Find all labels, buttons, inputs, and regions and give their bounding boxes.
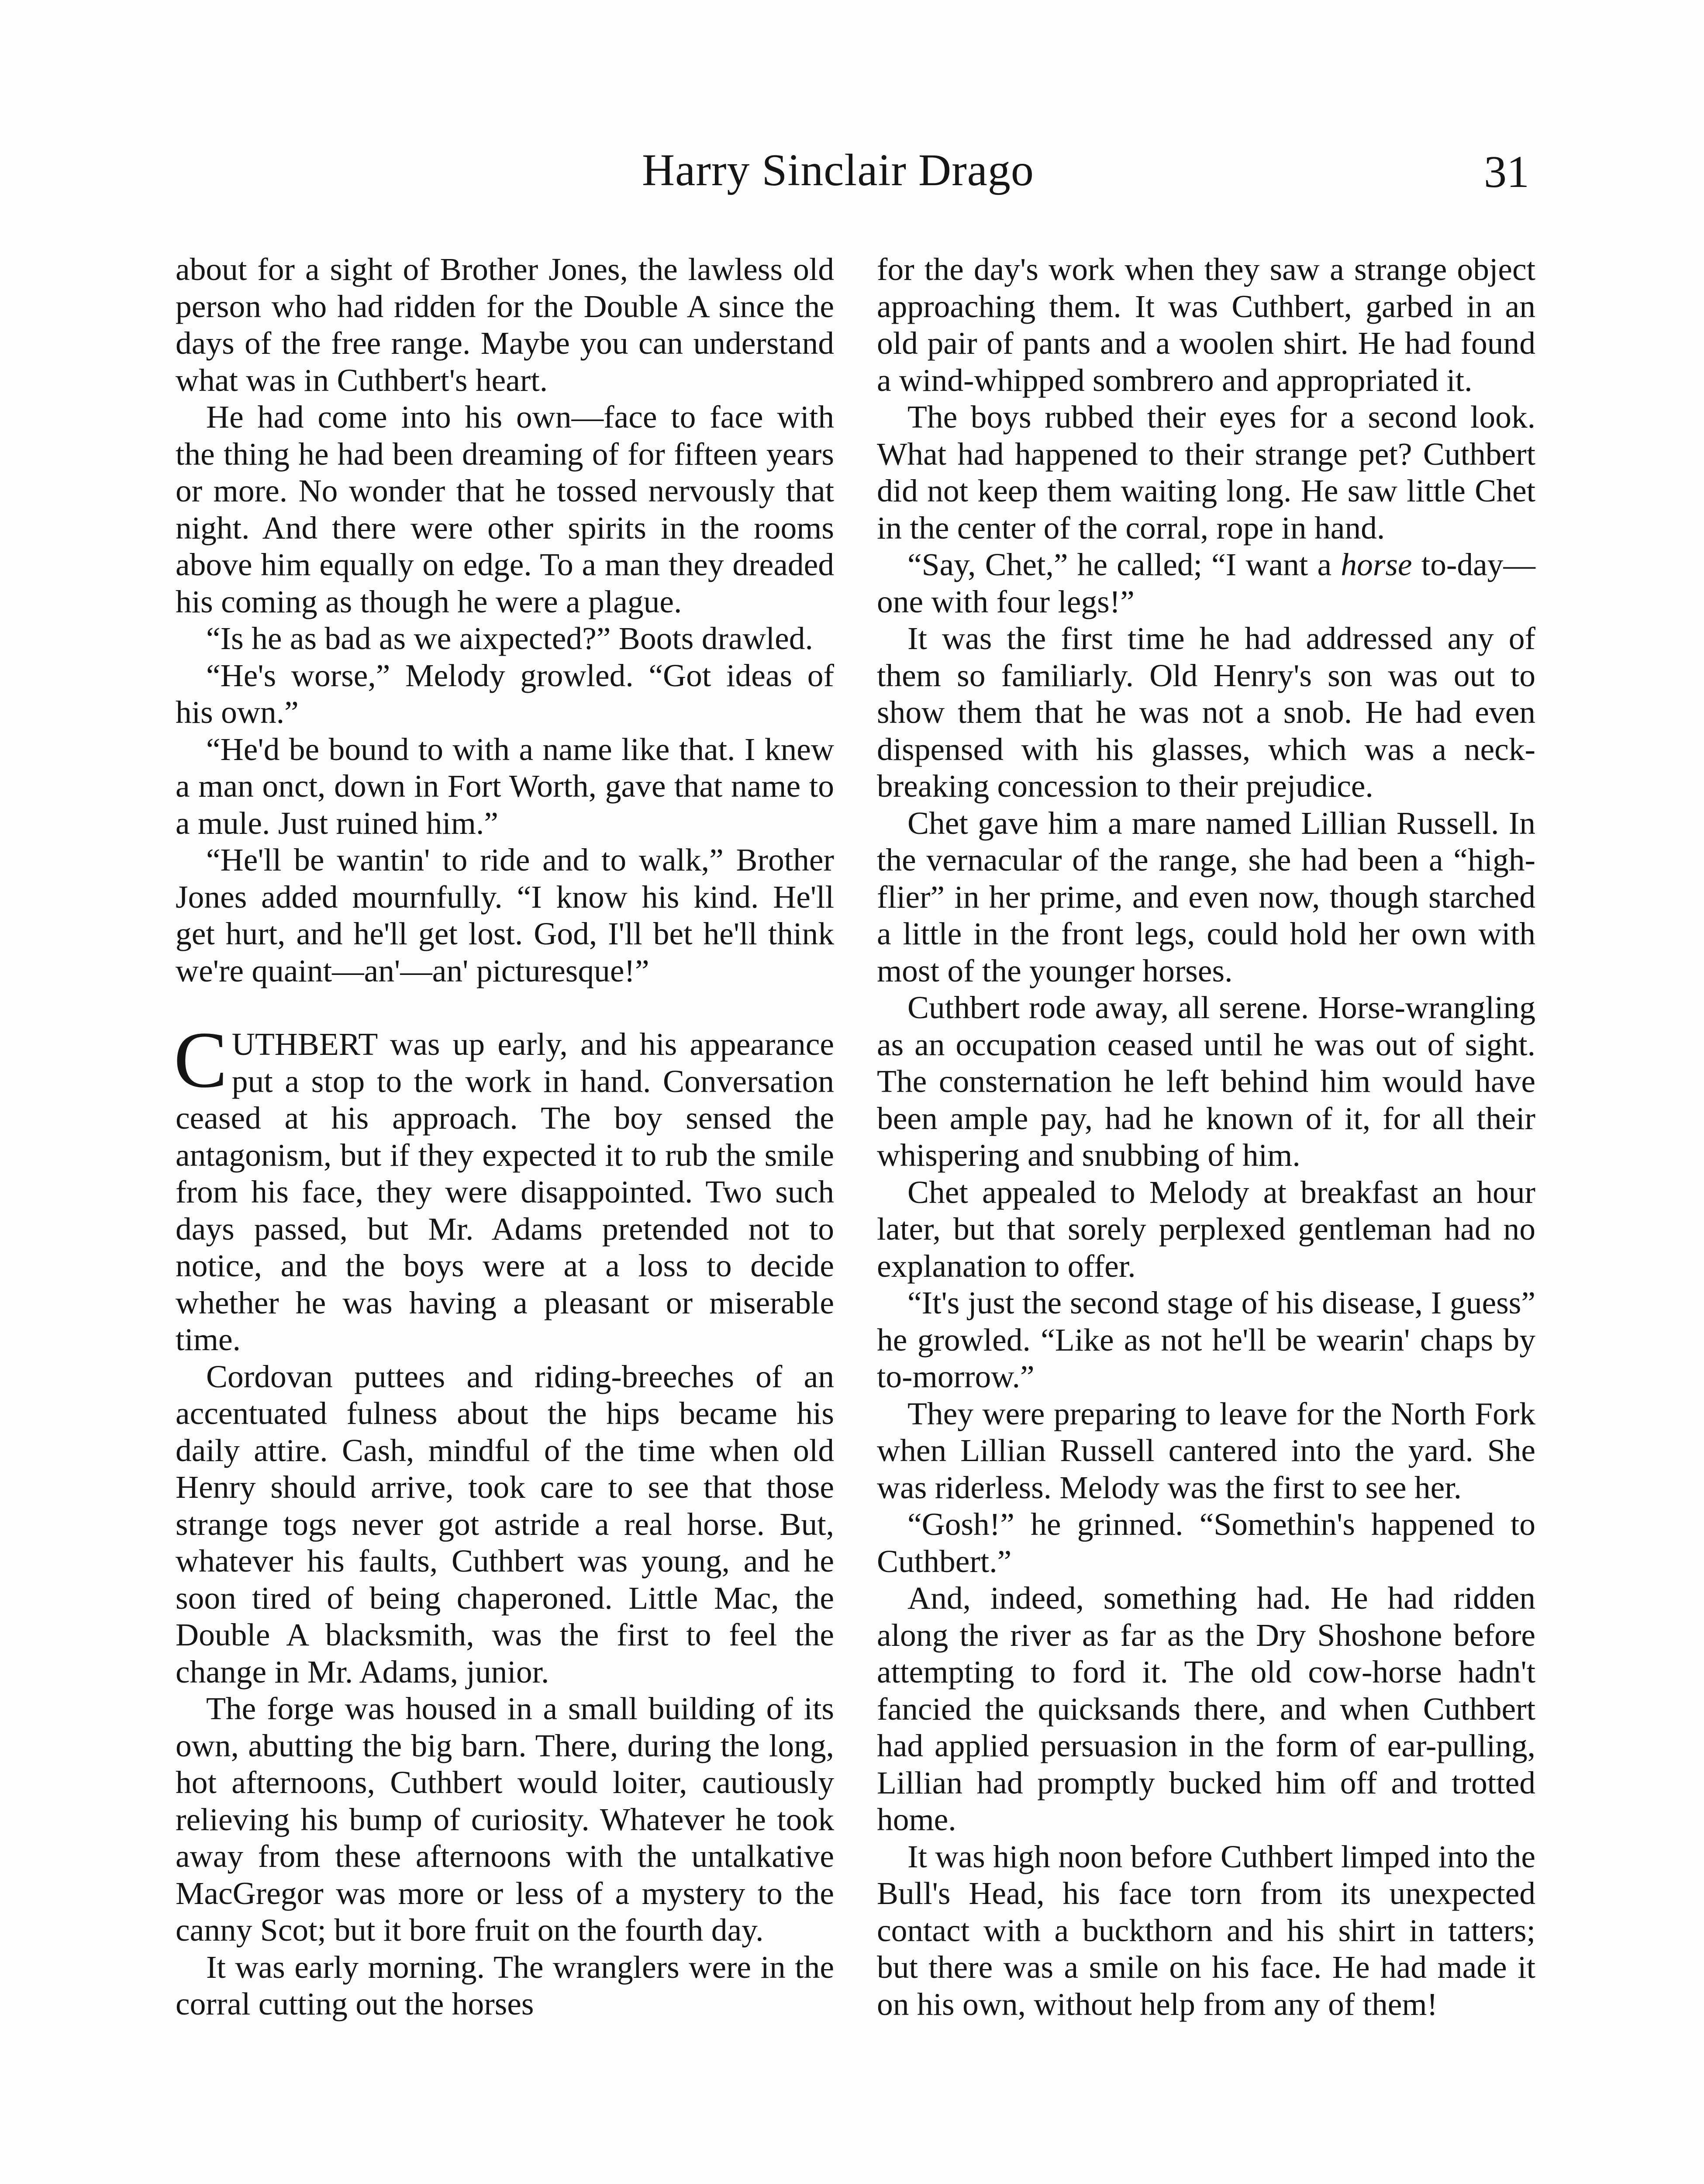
paragraph: It was the first time he had addressed any of them so familiarly. Old Henry's son was out to show them that he was not a snob. He had even dispensed with his glasses, which was a neck-breaking concession to their prejudice. — [877, 621, 1535, 804]
page-number: 31 — [1484, 147, 1529, 197]
paragraph-text: “Say, Chet,” he called; “I want a — [907, 547, 1341, 582]
emphasis-text: horse — [1341, 547, 1412, 582]
section-start-paragraph — [174, 1015, 834, 1358]
paragraph: They were preparing to leave for the North Fork when Lillian Russell cantered into the yard. She was riderless. Melody was the first to see her. — [877, 1396, 1535, 1505]
paragraph: The boys rubbed their eyes for a second look. What had happened to their strange pet? Cuthbert did not keep them waiting long. He saw little Chet in the center of the corral, rope in hand. — [877, 399, 1535, 546]
paragraph: He had come into his own—face to face with the thing he had been dreaming of for fifteen years or more. No wonder that he tossed nervously that night. And there were other spirits in the rooms above him equally on edge. To a man they dreaded his coming as though he were a plague. — [176, 399, 834, 619]
paragraph-text: UTHBERT was up early, and his appearance put a stop to the work in hand. Conversation ceased at his approach. The boy sensed the antagonism, but if they expected it to rub the smile from his face, they were disappointed. Two such days passed, but Mr. Adams pretended not to notice, and the boys were at a loss to decide whether he was having a pleasant or miserable time. — [176, 1026, 834, 1357]
paragraph: It was early morning. The wranglers were in the corral cutting out the horses — [176, 1949, 834, 2022]
paragraph: Cuthbert rode away, all serene. Horse-wrangling as an occupation ceased until he was out of sight. The consternation he left behind him would have been ample pay, had he known of it, for all their whispering and snubbing of him. — [877, 990, 1535, 1173]
paragraph: “He'd be bound to with a name like that. I knew a man onct, down in Fort Worth, gave that name to a mule. Just ruined him.” — [176, 731, 834, 841]
left-column — [176, 251, 834, 2023]
paragraph: “Gosh!” he grinned. “Somethin's happened to Cuthbert.” — [877, 1507, 1535, 1579]
paragraph: Chet appealed to Melody at breakfast an hour later, but that sorely perplexed gentleman had no explanation to offer. — [877, 1174, 1535, 1284]
paragraph: Cordovan puttees and riding-breeches of an accentuated fulness about the hips became his daily attire. Cash, mindful of the time when old Henry should arrive, took care to see that those strange togs never got astride a real horse. But, whatever his faults, Cuthbert was young, and he soon tired of being chaperoned. Little Mac, the Double A blacksmith, was the first to feel the change in Mr. Adams, junior. — [176, 1358, 834, 1690]
paragraph: “He'll be wantin' to ride and to walk,” Brother Jones added mournfully. “I know his kind. He'll get hurt, and he'll get lost. God, I'll bet he'll think we're quaint—an'—an' picturesque!” — [176, 842, 834, 988]
paragraph: “Is he as bad as we aixpected?” Boots drawled. — [206, 621, 813, 656]
paragraph: It was high noon before Cuthbert limped into the Bull's Head, his face torn from its unexpected contact with a buckthorn and his shirt in tatters; but there was a smile on his face. He had made it on his own, without help from any of them! — [877, 1838, 1535, 2022]
paragraph-text: to-day—one with four legs!” — [877, 547, 1535, 619]
paragraph: “It's just the second stage of his disease, I guess” he growled. “Like as not he'll be wearin' chaps by to-morrow.” — [877, 1285, 1535, 1394]
right-column — [877, 251, 1535, 2023]
paragraph: And, indeed, something had. He had ridden along the river as far as the Dry Shoshone before attempting to ford it. The old cow-horse hadn't fancied the quicksands there, and when Cuthbert had applied persuasion in the form of ear-pulling, Lillian had promptly bucked him off and trotted home. — [877, 1580, 1535, 1837]
running-head-author: Harry Sinclair Drago — [642, 145, 1034, 195]
paragraph — [877, 546, 1535, 620]
paragraph: for the day's work when they saw a strange object approaching them. It was Cuthbert, garbed in an old pair of pants and a woolen shirt. He had found a wind-whipped sombrero and appropriated it. — [877, 252, 1535, 398]
paragraph: about for a sight of Brother Jones, the lawless old person who had ridden for the Double A since the days of the free range. Maybe you can understand what was in Cuthbert's heart. — [176, 252, 834, 398]
paragraph: Chet gave him a mare named Lillian Russell. In the vernacular of the range, she had been a “high-flier” in her prime, and even now, though starched a little in the front legs, could hold her own with most of the younger horses. — [877, 805, 1535, 988]
drop-cap: C — [174, 1015, 228, 1104]
paragraph: “He's worse,” Melody growled. “Got ideas of his own.” — [176, 657, 834, 730]
paragraph: The forge was housed in a small building of its own, abutting the big barn. There, during the long, hot afternoons, Cuthbert would loiter, cautiously relieving his bump of curiosity. Whatever he took away from these afternoons with the untalkative MacGregor was more or less of a mystery to the canny Scot; but it bore fruit on the fourth day. — [176, 1691, 834, 1948]
